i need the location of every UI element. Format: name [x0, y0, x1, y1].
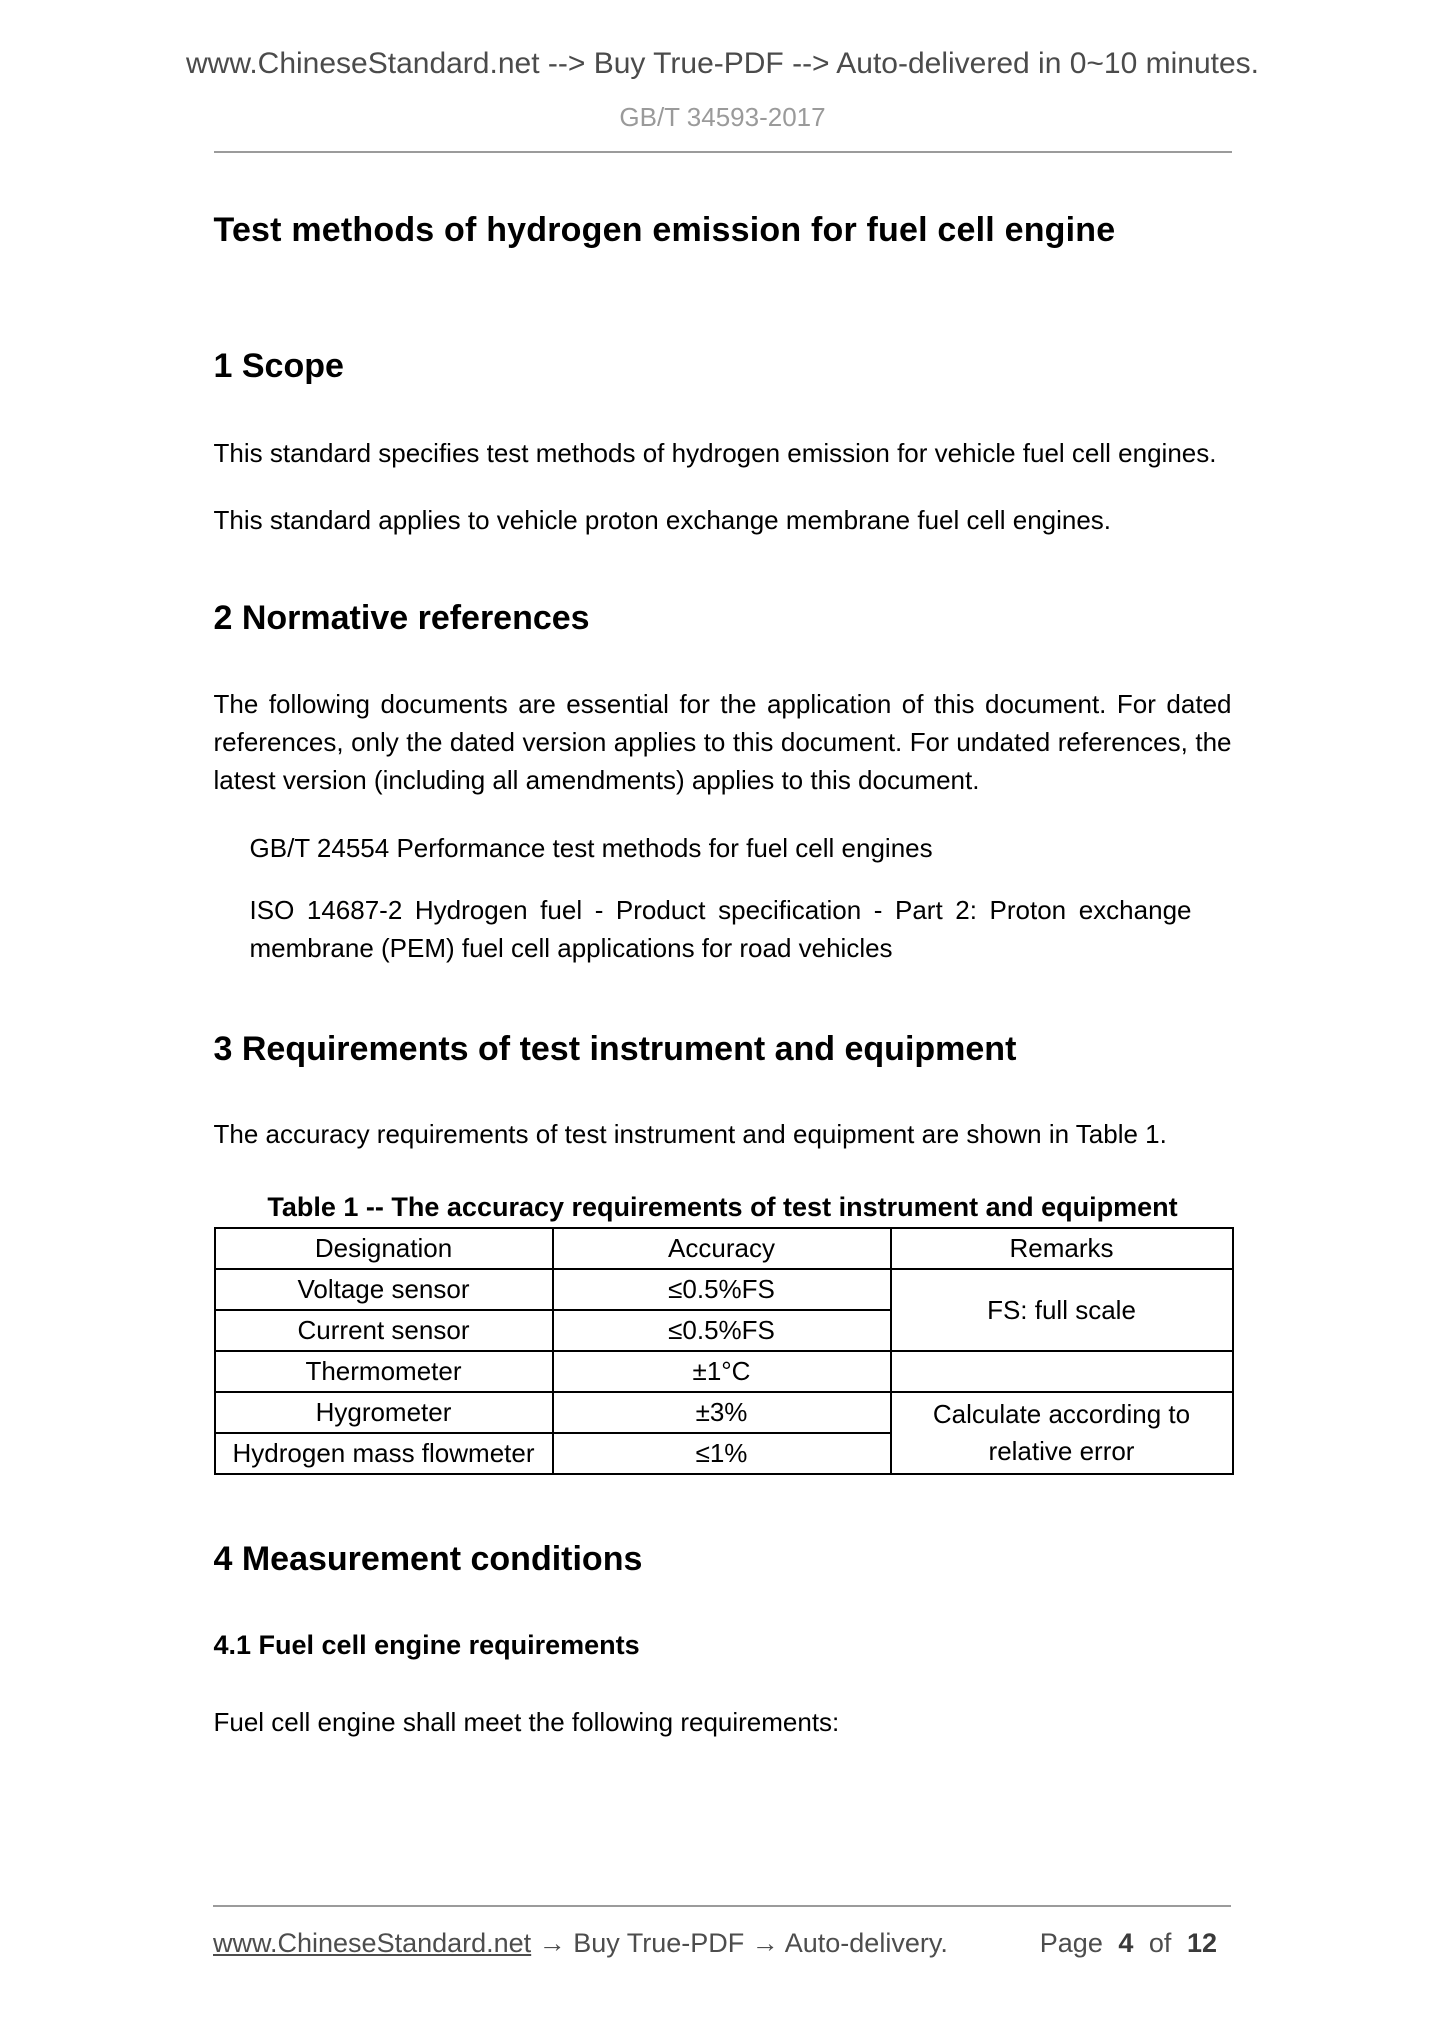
table-row — [215, 1351, 1233, 1392]
table-header-row — [215, 1228, 1233, 1269]
document-title: Test methods of hydrogen emission for fuel cell engine — [213, 211, 1116, 249]
cell-accuracy: ≤0.5%FS — [553, 1310, 891, 1351]
normative-paragraph: The following documents are essential for the application of this document. For dated references, only the dated version applies to this document. For undated references, the latest version (including all amendments) applies to this document. — [213, 689, 1232, 795]
page-header — [0, 0, 1445, 153]
section-4-heading: 4 Measurement conditions — [213, 1540, 643, 1578]
page-current: 4 — [1118, 1928, 1134, 1958]
document-body — [214, 209, 1232, 1741]
section-4-1-heading: 4.1 Fuel cell engine requirements — [213, 1630, 640, 1660]
cell-designation: Voltage sensor — [215, 1269, 553, 1310]
page-footer — [213, 1905, 1231, 1961]
scope-paragraph-2: This standard applies to vehicle proton exchange membrane fuel cell engines. — [213, 505, 1112, 535]
cell-remarks — [891, 1351, 1233, 1392]
cell-accuracy: ±3% — [553, 1392, 891, 1433]
header-site-line: www.ChineseStandard.net --> Buy True-PDF --> Auto-delivered in 0~10 minutes. — [185, 47, 1260, 80]
table-1-caption: Table 1 -- The accuracy requirements of test instrument and equipment — [267, 1192, 1178, 1222]
cell-accuracy: ±1°C — [553, 1351, 891, 1392]
cell-designation: Thermometer — [215, 1351, 553, 1392]
column-header-accuracy: Accuracy — [553, 1228, 891, 1269]
reference-gbt-24554: GB/T 24554 Performance test methods for fuel cell engines — [249, 833, 933, 863]
cell-designation: Hygrometer — [215, 1392, 553, 1433]
reference-iso-14687-2: ISO 14687-2 Hydrogen fuel - Product specification - Part 2: Proton exchange membrane (PEM) fuel cell applications for road vehicles — [249, 895, 1192, 963]
cell-designation: Current sensor — [215, 1310, 553, 1351]
header-doc-number: GB/T 34593-2017 — [619, 102, 826, 132]
section-3-heading: 3 Requirements of test instrument and equipment — [213, 1030, 1017, 1068]
header-divider — [214, 151, 1232, 153]
scope-paragraph-1: This standard specifies test methods of hydrogen emission for vehicle fuel cell engines. — [213, 438, 1217, 468]
cell-designation: Hydrogen mass flowmeter — [215, 1433, 553, 1474]
cell-remarks: Calculate according to relative error — [891, 1392, 1233, 1474]
page-of-word: of — [1148, 1928, 1172, 1958]
page-total: 12 — [1186, 1928, 1217, 1958]
footer-site-link[interactable]: www.ChineseStandard.net — [213, 1928, 532, 1958]
footer-left — [213, 1925, 948, 1961]
cell-accuracy: ≤1% — [553, 1433, 891, 1474]
cell-remarks: FS: full scale — [891, 1269, 1233, 1351]
cell-accuracy: ≤0.5%FS — [553, 1269, 891, 1310]
section-1-heading: 1 Scope — [213, 347, 344, 385]
column-header-designation: Designation — [215, 1228, 553, 1269]
footer-tagline: → Buy True-PDF → Auto-delivery. — [538, 1928, 948, 1958]
accuracy-table — [214, 1227, 1234, 1475]
requirements-paragraph: The accuracy requirements of test instrument and equipment are shown in Table 1. — [213, 1119, 1167, 1149]
page-word: Page — [1039, 1928, 1103, 1958]
section-2-heading: 2 Normative references — [213, 599, 590, 637]
table-row — [215, 1392, 1233, 1433]
table-row — [215, 1269, 1233, 1310]
measurement-paragraph: Fuel cell engine shall meet the following requirements: — [213, 1707, 840, 1737]
column-header-remarks: Remarks — [891, 1228, 1233, 1269]
page-indicator — [1032, 1925, 1231, 1961]
